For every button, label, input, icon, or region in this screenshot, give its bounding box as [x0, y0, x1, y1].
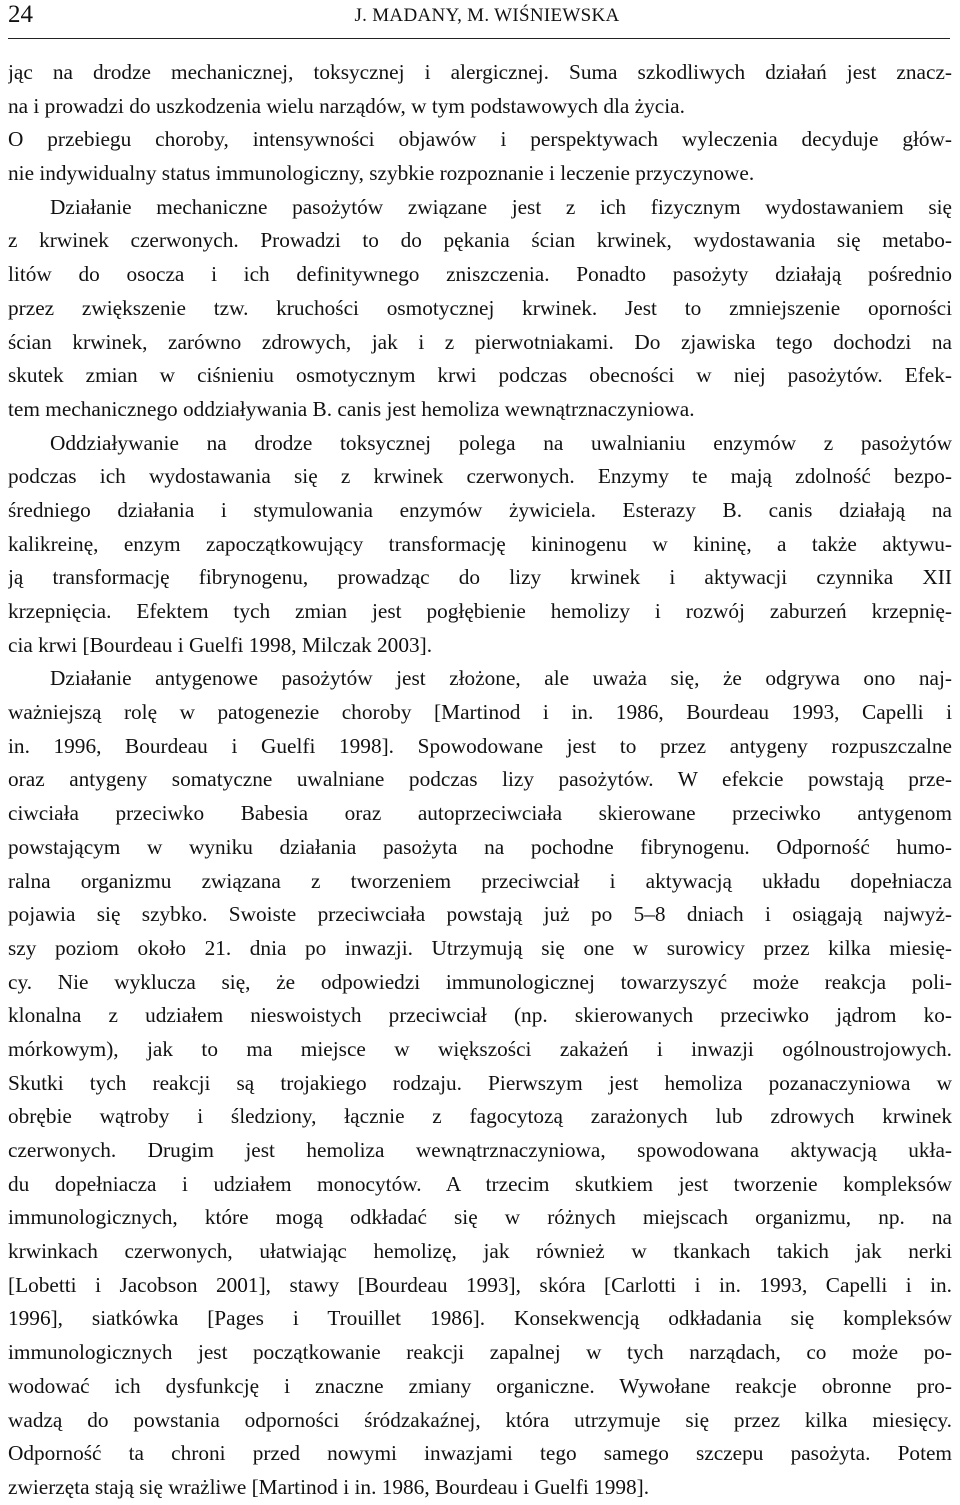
text-line: nie indywidualny status immunologiczny, szybkie rozpoznanie i leczenie przyczynowe. [8, 161, 755, 186]
text-line: zwierzęta stają się wrażliwe [Martinod i in. 1986, Bourdeau i Guelfi 1998]. [8, 1474, 650, 1499]
text-line: pojawia się szybko. Swoiste przeciwciała powstają już po 5–8 dniach i osiągają najwyż- [8, 902, 952, 927]
text-line: Skutki tych reakcji są trojakiego rodzaju. Pierwszym jest hemoliza pozanaczyniowa w [8, 1070, 952, 1095]
text-line: ciwciała przeciwko Babesia oraz autoprzeciwciała skierowane przeciwko antygenom [8, 801, 952, 826]
text-line: powstającym w wyniku działania pasożyta na pochodne fibrynogenu. Odporność humo- [8, 834, 952, 859]
text-line: kalikreinę, enzym zapoczątkowujący transformację kininogenu w kininę, a także aktywu- [8, 531, 952, 556]
text-line: oraz antygeny somatyczne uwalniane podczas lizy pasożytów. W efekcie powstają prze- [8, 767, 952, 792]
body-text [8, 56, 952, 1505]
text-line: na i prowadzi do uszkodzenia wielu narządów, w tym podstawowych dla życia. [8, 93, 685, 118]
text-line: litów do osocza i ich definitywnego zniszczenia. Ponadto pasożyty działają pośrednio [8, 262, 952, 287]
text-line: mórkowym), jak to ma miejsce w większości zakażeń i inwazji ogólnoustrojowych. [8, 1036, 952, 1061]
text-line: ważniejszą rolę w patogenezie choroby [Martinod i in. 1986, Bourdeau 1993, Capelli i [8, 700, 952, 725]
text-line: przez zwiększenie tzw. kruchości osmotycznej krwinek. Jest to zmniejszenie oporności [8, 295, 952, 320]
text-line: O przebiegu choroby, intensywności objawów i perspektywach wyleczenia decyduje głów- [8, 127, 952, 152]
text-line: [Lobetti i Jacobson 2001], stawy [Bourdeau 1993], skóra [Carlotti i in. 1993, Capelli i in. [8, 1272, 952, 1297]
text-line: krwinkach czerwonych, ułatwiając hemolizę, jak również w tkankach takich jak nerki [8, 1239, 952, 1264]
running-head-authors: J. MADANY, M. WIŚNIEWSKA [354, 5, 620, 26]
text-line: obrębie wątroby i śledziony, łącznie z fagocytozą zarażonych lub zdrowych krwinek [8, 1104, 952, 1129]
text-line: tem mechanicznego oddziaływania B. canis jest hemoliza wewnątrznaczyniowa. [8, 396, 695, 421]
text-line: cy. Nie wyklucza się, że odpowiedzi immunologicznej towarzyszyć może reakcja poli- [8, 969, 952, 994]
text-line: Oddziaływanie na drodze toksycznej polega na uwalnianiu enzymów z pasożytów [50, 430, 952, 455]
text-line: szy poziom około 21. dnia po inwazji. Utrzymują się one w surowicy przez kilka miesię- [8, 935, 952, 960]
text-line: immunologicznych jest początkowanie reakcji zapalnej w tych narządach, co może po- [8, 1340, 952, 1365]
text-line: cia krwi [Bourdeau i Guelfi 1998, Milczak 2003]. [8, 632, 433, 657]
text-line: wadzą do powstania odporności śródzakaźnej, która utrzymuje się przez kilka miesięcy. [8, 1407, 952, 1432]
text-line: średniego działania i stymulowania enzymów żywiciela. Esterazy B. canis działają na [8, 497, 952, 522]
text-line: ralna organizmu związana z tworzeniem przeciwciał i aktywacją układu dopełniacza [8, 868, 952, 893]
text-line: klonalna z udziałem nieswoistych przeciwciał (np. skierowanych przeciwko jądrom ko- [8, 1003, 952, 1028]
page-number: 24 [8, 1, 33, 28]
text-line: Działanie antygenowe pasożytów jest złożone, ale uważa się, że odgrywa ono naj- [50, 666, 952, 691]
text-line: immunologicznych, które mogą odkładać się w różnych miejscach organizmu, np. na [8, 1205, 952, 1230]
text-line: ją transformację fibrynogenu, prowadząc do lizy krwinek i aktywacji czynnika XII [8, 565, 952, 590]
text-line: czerwonych. Drugim jest hemoliza wewnątrznaczyniowa, spowodowana aktywacją ukła- [8, 1138, 952, 1162]
text-line: krzepnięcia. Efektem tych zmian jest pogłębienie hemolizy i rozwój zaburzeń krzepnię- [8, 599, 952, 623]
text-line: ścian krwinek, zarówno zdrowych, jak i z pierwotniakami. Do zjawiska tego dochodzi na [8, 329, 952, 354]
running-header [8, 0, 960, 34]
text-line: wodować ich dysfunkcję i znaczne zmiany organiczne. Wywołane reakcje obronne pro- [8, 1373, 952, 1398]
text-line: podczas ich wydostawania się z krwinek czerwonych. Enzymy te mają zdolność bezpo- [8, 464, 952, 489]
text-line: jąc na drodze mechanicznej, toksycznej i alergicznej. Suma szkodliwych działań jest znacz- [8, 60, 952, 84]
text-line: skutek zmian w ciśnieniu osmotycznym krwi podczas obecności w niej pasożytów. Efek- [8, 363, 952, 388]
text-line: Odporność ta chroni przed nowymi inwazjami tego samego szczepu pasożyta. Potem [8, 1441, 952, 1466]
text-line: in. 1996, Bourdeau i Guelfi 1998]. Spowodowane jest to przez antygeny rozpuszczalne [8, 733, 952, 758]
text-line: du dopełniacza i udziałem monocytów. A trzecim skutkiem jest tworzenie kompleksów [8, 1171, 952, 1196]
text-line: z krwinek czerwonych. Prowadzi to do pękania ścian krwinek, wydostawania się metabo- [8, 228, 952, 253]
text-line: 1996], siatkówka [Pages i Trouillet 1986]. Konsekwencją odkładania się kompleksów [8, 1306, 952, 1331]
text-line: Działanie mechaniczne pasożytów związane jest z ich fizycznym wydostawaniem się [50, 194, 952, 219]
header-rule [8, 38, 950, 39]
